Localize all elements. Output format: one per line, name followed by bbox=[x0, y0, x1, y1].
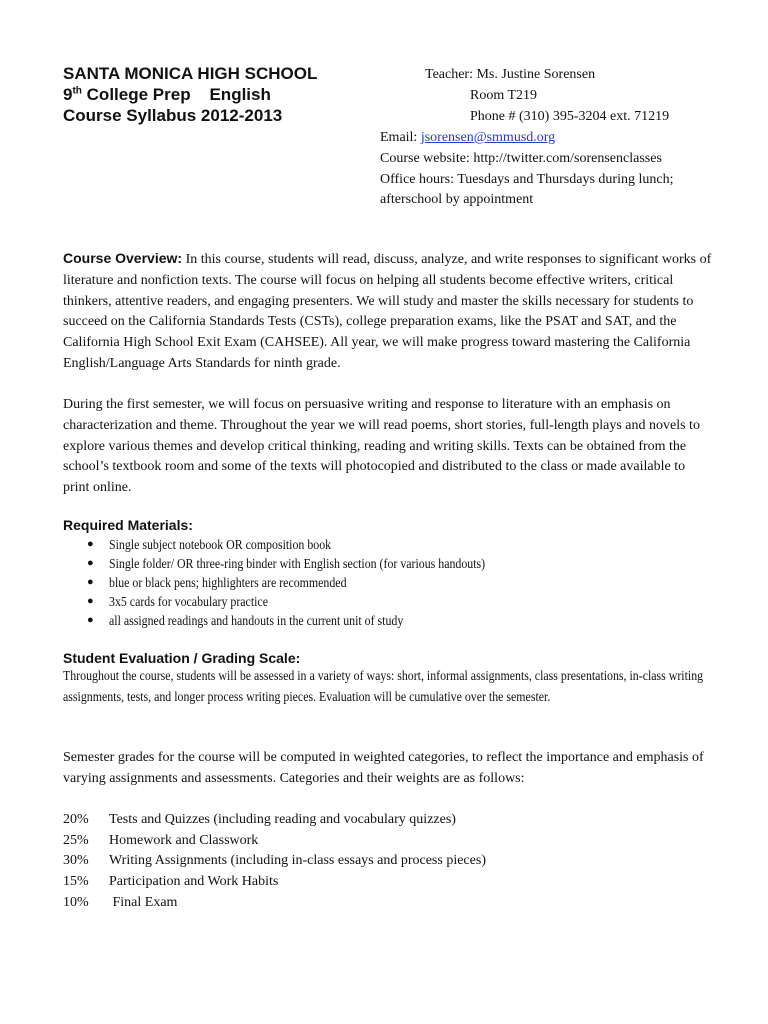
grade-row bbox=[63, 850, 486, 871]
bullet-icon: ● bbox=[87, 538, 94, 550]
evaluation-heading: Student Evaluation / Grading Scale: bbox=[63, 650, 301, 666]
grade-percent: 20% bbox=[63, 812, 89, 827]
grade-category: Writing Assignments (including in-class essays and process pieces) bbox=[109, 853, 486, 868]
grade-row bbox=[63, 809, 456, 830]
grade-percent: 30% bbox=[63, 853, 89, 868]
email-label: Email: bbox=[380, 130, 421, 145]
course-overview-heading: Course Overview: bbox=[63, 250, 183, 266]
grade-row bbox=[63, 892, 177, 913]
required-materials-heading: Required Materials: bbox=[63, 517, 193, 533]
teacher-name: Teacher: Ms. Justine Sorensen bbox=[425, 67, 596, 82]
grade-category: Homework and Classwork bbox=[109, 833, 259, 848]
office-hours-line2: afterschool by appointment bbox=[380, 192, 534, 207]
bullet-icon: ● bbox=[87, 576, 94, 588]
email-line bbox=[380, 127, 555, 148]
grade-category: Tests and Quizzes (including reading and vocabulary quizzes) bbox=[109, 812, 456, 827]
course-overview bbox=[63, 248, 713, 375]
semester-paragraph: During the first semester, we will focus on persuasive writing and response to literature with an emphasis on characterization and theme. Throughout the year we will read poems, short stories, full-length plays and novels to explore various themes and develop critical thinking, reading and writing skills. Texts can be obtained from the school’s textbook room and some of the texts will photocopied and distributed to the class or made available to print online. bbox=[63, 397, 700, 496]
course-name: College Prep English bbox=[86, 85, 271, 104]
list-item: ● all assigned readings and handouts in the current unit of study bbox=[87, 613, 404, 628]
grade-percent: 10% bbox=[63, 895, 89, 910]
list-item: ● Single subject notebook OR composition book bbox=[87, 537, 332, 552]
syllabus-title: Course Syllabus 2012-2013 bbox=[63, 106, 283, 125]
grade-category: Participation and Work Habits bbox=[109, 874, 279, 889]
weights-intro: Semester grades for the course will be computed in weighted categories, to reflect the importance and emphasis of varying assignments and assessments. Categories and their weights are as follows: bbox=[63, 750, 704, 786]
grade-number: 9 bbox=[63, 85, 73, 104]
list-item: ● Single folder/ OR three-ring binder with English section (for various handouts) bbox=[87, 556, 486, 571]
grade-percent: 15% bbox=[63, 874, 89, 889]
required-materials-list bbox=[63, 535, 536, 630]
evaluation-text: Throughout the course, students will be assessed in a variety of ways: short, informal assignments, class presentations, in-class writing assignments, tests, and longer process writing pieces. Evaluation will be cumulative over the semester. bbox=[63, 668, 704, 704]
course-website: Course website: http://twitter.com/sorensenclasses bbox=[380, 151, 662, 166]
grade-suffix: th bbox=[72, 85, 82, 97]
room-number: Room T219 bbox=[470, 88, 538, 103]
grade-category: Final Exam bbox=[109, 895, 178, 910]
bullet-icon: ● bbox=[87, 557, 94, 569]
course-overview-text: In this course, students will read, discuss, analyze, and write responses to significant works of literature and nonfiction texts. The course will focus on helping all students become effective writers, critical thinkers, attentive readers, and engaging presenters. We will study and master the skills necessary for students to succeed on the California Standards Tests (CSTs), college preparation exams, like the PSAT and SAT, and the California High School Exit Exam (CAHSEE). All year, we will make progress toward mastering the California English/Language Arts Standards for ninth grade. bbox=[63, 252, 712, 371]
bullet-icon: ● bbox=[87, 595, 94, 607]
grade-row bbox=[63, 830, 258, 851]
phone-number: Phone # (310) 395-3204 ext. 71219 bbox=[470, 109, 670, 124]
list-item: ● 3x5 cards for vocabulary practice bbox=[87, 594, 268, 609]
list-item: ● blue or black pens; highlighters are recommended bbox=[87, 575, 347, 590]
email-link[interactable]: jsorensen@smmusd.org bbox=[420, 130, 556, 145]
grade-row bbox=[63, 871, 278, 892]
grade-percent: 25% bbox=[63, 833, 89, 848]
bullet-icon: ● bbox=[87, 614, 94, 626]
school-name: SANTA MONICA HIGH SCHOOL bbox=[63, 64, 318, 83]
office-hours-line1: Office hours: Tuesdays and Thursdays during lunch; bbox=[380, 172, 674, 187]
course-title bbox=[63, 84, 271, 105]
